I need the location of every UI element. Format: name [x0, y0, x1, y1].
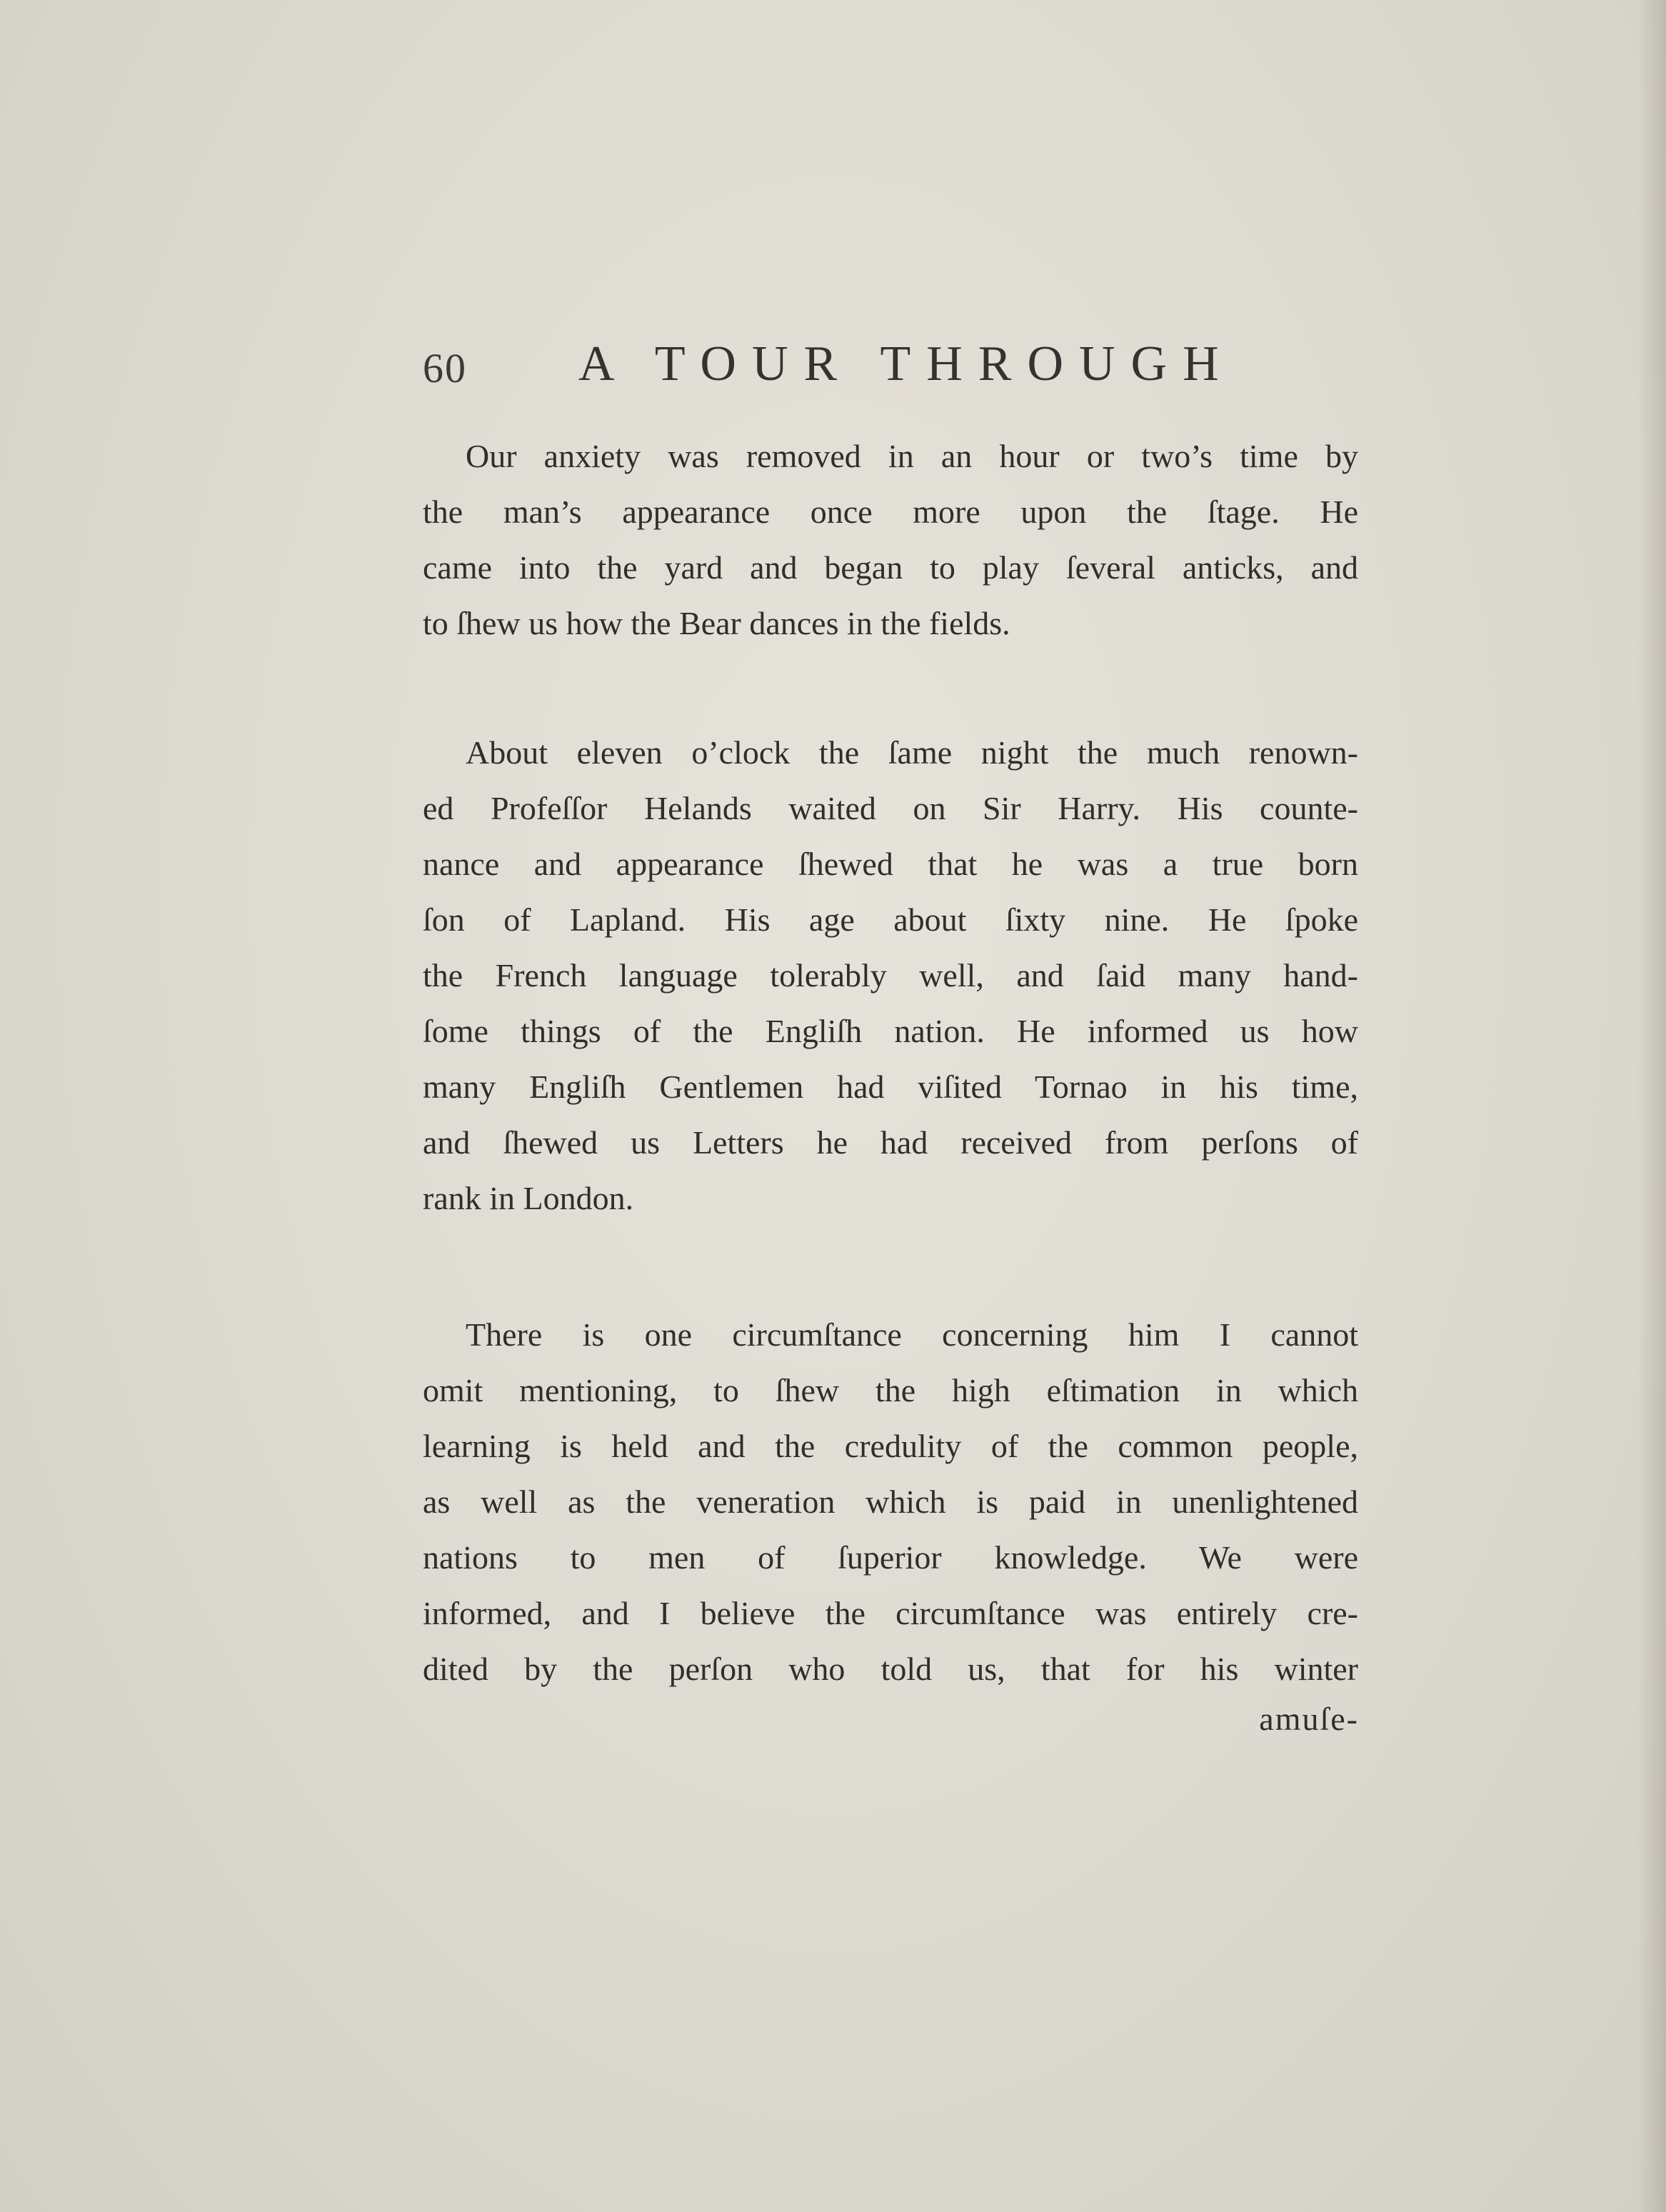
text-line: omit mentioning, to ſhew the high eſtimation in which	[423, 1372, 1358, 1408]
text-line: dited by the perſon who told us, that for his winter	[423, 1651, 1358, 1687]
page-edge-shadow	[1637, 0, 1666, 2212]
text-line: Our anxiety was removed in an hour or two’s time by	[466, 438, 1358, 474]
text-line: and ſhewed us Letters he had received from perſons of	[423, 1124, 1358, 1161]
text-line: learning is held and the credulity of the common people,	[423, 1428, 1358, 1464]
paragraph-1	[423, 429, 1358, 651]
page-number: 60	[423, 345, 467, 391]
paragraph-3	[423, 1307, 1358, 1697]
text-line: as well as the veneration which is paid in unenlightened	[423, 1483, 1358, 1520]
text-line: the man’s appearance once more upon the ſtage. He	[423, 494, 1358, 530]
paragraph-2	[423, 725, 1358, 1226]
catchword: amuſe-	[1259, 1701, 1359, 1737]
text-line: ſon of Lapland. His age about ſixty nine. He ſpoke	[423, 901, 1358, 938]
text-line: About eleven o’clock the ſame night the much renown-	[466, 734, 1358, 771]
text-line: to ſhew us how the Bear dances in the fields.	[423, 605, 1010, 641]
text-line: came into the yard and began to play ſeveral anticks, and	[423, 549, 1358, 586]
text-line: ſome things of the Engliſh nation. He informed us how	[423, 1013, 1358, 1049]
text-line: informed, and I believe the circumſtance was entirely cre-	[423, 1595, 1358, 1631]
text-line: ed Profeſſor Helands waited on Sir Harry. His counte-	[423, 790, 1358, 826]
text-line: many Engliſh Gentlemen had viſited Tornao in his time,	[423, 1069, 1358, 1105]
text-line: There is one circumſtance concerning him I cannot	[466, 1316, 1358, 1353]
running-title: A TOUR THROUGH	[578, 336, 1235, 391]
text-line: the French language tolerably well, and ſaid many hand-	[423, 957, 1358, 994]
text-line: rank in London.	[423, 1180, 634, 1216]
text-line: nations to men of ſuperior knowledge. We were	[423, 1539, 1358, 1576]
running-head	[423, 336, 1244, 400]
text-line: nance and appearance ſhewed that he was a true born	[423, 846, 1358, 882]
